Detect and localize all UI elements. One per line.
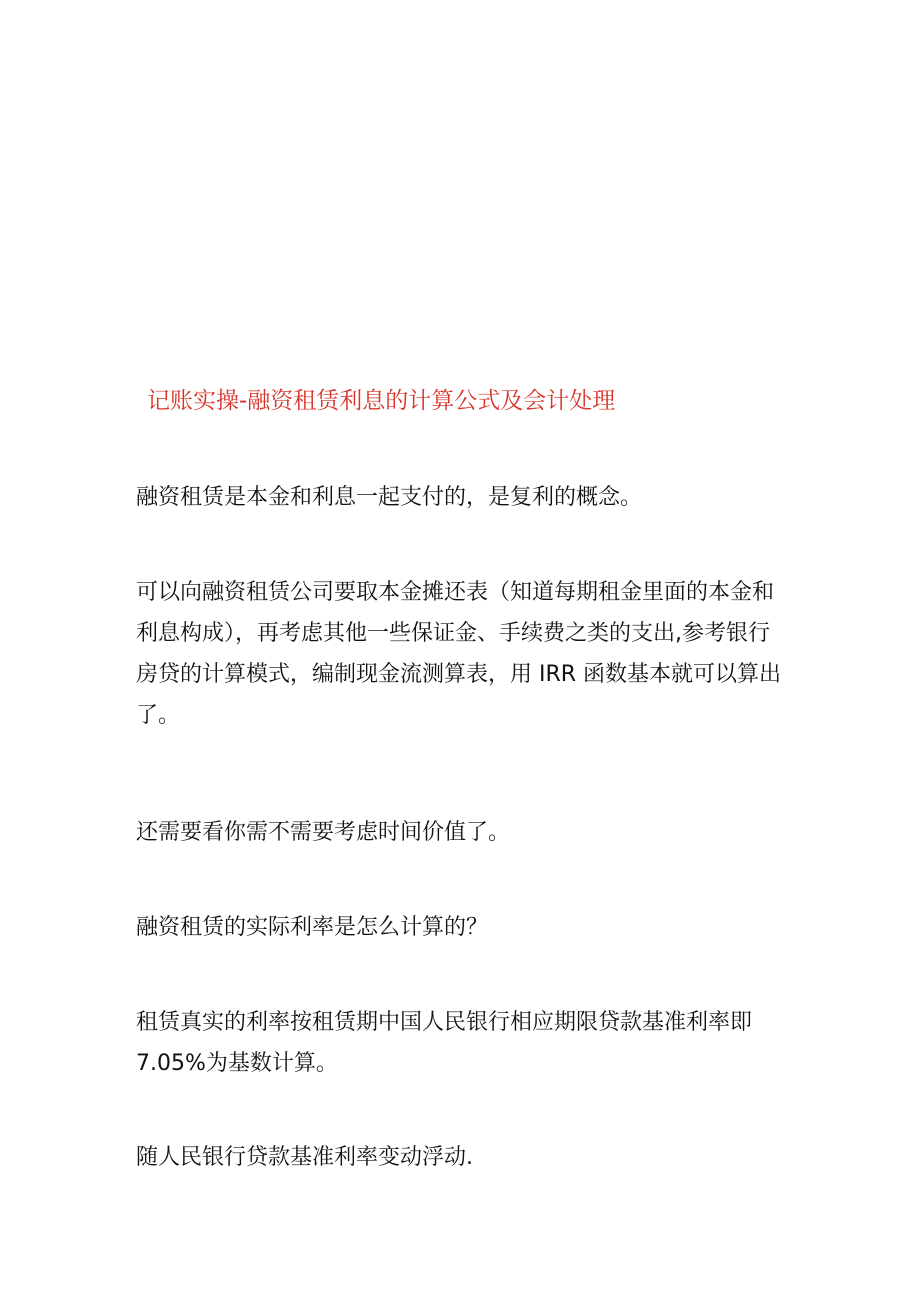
paragraph-amortization-table: 可以向融资租赁公司要取本金摊还表（知道每期租金里面的本金和利息构成），再考虑其他一些保证金、手续费之类的支出,参考银行房贷的计算模式，编制现金流测算表，用 IRR 函数基本就可以算出了。 [136, 580, 782, 728]
paragraph-compound-interest: 融资租赁是本金和利息一起支付的，是复利的概念。 [136, 485, 643, 510]
paragraph-question: 融资租赁的实际利率是怎么计算的？ [136, 915, 489, 940]
paragraph-rate-fluctuation: 随人民银行贷款基准利率变动浮动. [136, 1145, 473, 1170]
paragraph-base-rate: 租赁真实的利率按租赁期中国人民银行相应期限贷款基准利率即 7.05%为基数计算。 [136, 1010, 753, 1076]
document-title: 记账实操-融资租赁利息的计算公式及会计处理 [147, 388, 616, 414]
paragraph-time-value: 还需要看你需不需要考虑时间价值了。 [136, 820, 511, 845]
